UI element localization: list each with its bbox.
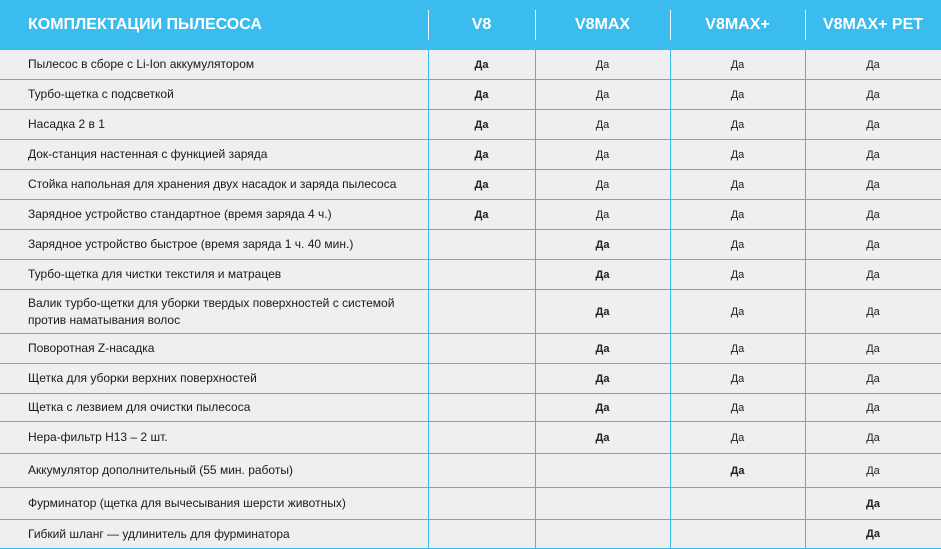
feature-label: Стойка напольная для хранения двух насадок и заряда пылесоса [28, 177, 397, 191]
table-header [0, 0, 941, 50]
value-v8: Да [474, 88, 489, 101]
header-col-v8max-plus-pet: V8MAX+ PET [822, 16, 924, 33]
value-v8max-plus-pet: Да [866, 372, 880, 385]
value-v8max-plus-pet: Да [866, 528, 880, 540]
feature-label: Зарядное устройство стандартное (время заряда 4 ч.) [28, 207, 332, 221]
table-row [0, 394, 941, 422]
feature-label: Нера-фильтр H13 – 2 шт. [28, 430, 168, 444]
value-v8max: Да [595, 208, 610, 221]
header-col-v8max-plus: V8MAX+ [705, 16, 770, 33]
value-v8 [428, 260, 535, 289]
table-row [0, 334, 941, 364]
value-v8max-plus: Да [730, 118, 745, 131]
value-v8 [428, 230, 535, 259]
value-v8max-plus-pet: Да [866, 238, 880, 251]
value-v8max-plus: Да [730, 401, 745, 414]
value-v8max-plus-pet: Да [866, 208, 880, 221]
value-v8max: Да [595, 148, 610, 161]
value-v8 [428, 394, 535, 421]
value-v8 [428, 454, 535, 487]
value-v8max-plus-pet: Да [866, 178, 880, 191]
table-row [0, 80, 941, 110]
header-col-v8: V8 [471, 16, 492, 33]
feature-label: Турбо-щетка для чистки текстиля и матрацев [28, 267, 282, 281]
table-row [0, 364, 941, 394]
table-row [0, 170, 941, 200]
value-v8max: Да [595, 401, 610, 414]
table-row [0, 260, 941, 290]
value-v8max-plus: Да [730, 178, 745, 191]
value-v8max-plus: Да [730, 268, 745, 281]
feature-label: Док-станция настенная с функцией заряда [28, 147, 268, 161]
value-v8max-plus-pet: Да [866, 401, 880, 414]
table-row [0, 140, 941, 170]
value-v8max: Да [595, 178, 610, 191]
value-v8max-plus: Да [730, 238, 745, 251]
value-v8max-plus-pet: Да [866, 148, 880, 161]
header-title: КОМПЛЕКТАЦИИ ПЫЛЕСОСА [28, 16, 262, 33]
table-row [0, 290, 941, 334]
value-v8max-plus: Да [730, 372, 745, 385]
feature-label: Пылесос в сборе с Li-Ion аккумулятором [28, 57, 255, 71]
value-v8max [535, 454, 670, 487]
value-v8: Да [474, 58, 489, 71]
table-row [0, 110, 941, 140]
value-v8max: Да [595, 268, 610, 281]
value-v8max-plus: Да [730, 208, 745, 221]
value-v8max: Да [595, 372, 610, 385]
value-v8max-plus [670, 488, 805, 519]
feature-label: Щетка с лезвием для очистки пылесоса [28, 400, 251, 414]
table-row [0, 520, 941, 549]
value-v8max-plus: Да [730, 342, 745, 355]
table-row [0, 50, 941, 80]
value-v8max: Да [595, 305, 610, 318]
value-v8 [428, 364, 535, 393]
value-v8: Да [474, 118, 489, 131]
value-v8max-plus: Да [730, 148, 745, 161]
table-row [0, 488, 941, 520]
value-v8: Да [474, 148, 489, 161]
value-v8: Да [474, 208, 489, 221]
value-v8max: Да [595, 118, 610, 131]
table-row [0, 422, 941, 454]
value-v8max [535, 488, 670, 519]
value-v8max: Да [595, 431, 610, 444]
feature-label: Гибкий шланг — удлинитель для фурминатора [28, 526, 290, 541]
value-v8max-plus [670, 520, 805, 548]
feature-label: Валик турбо-щетки для уборки твердых поверхностей с системой против наматывания волос [28, 295, 395, 327]
value-v8max [535, 520, 670, 548]
value-v8 [428, 290, 535, 333]
value-v8max-plus: Да [730, 88, 745, 101]
value-v8 [428, 334, 535, 363]
value-v8max-plus-pet: Да [866, 431, 880, 444]
feature-label: Щетка для уборки верхних поверхностей [28, 371, 257, 385]
value-v8max-plus-pet: Да [866, 268, 880, 281]
value-v8 [428, 488, 535, 519]
value-v8max: Да [595, 238, 610, 251]
table-row [0, 454, 941, 488]
feature-label: Зарядное устройство быстрое (время заряда 1 ч. 40 мин.) [28, 237, 354, 251]
value-v8: Да [474, 178, 489, 191]
value-v8max-plus-pet: Да [866, 118, 880, 131]
value-v8max-plus: Да [730, 464, 745, 477]
feature-label: Аккумулятор дополнительный (55 мин. работы) [28, 463, 293, 477]
feature-label: Поворотная Z-насадка [28, 341, 155, 355]
value-v8max: Да [595, 88, 610, 101]
value-v8max-plus-pet: Да [866, 342, 880, 355]
value-v8max-plus-pet: Да [866, 88, 880, 101]
value-v8max-plus: Да [730, 431, 745, 444]
value-v8 [428, 520, 535, 548]
feature-label: Турбо-щетка с подсветкой [28, 87, 174, 101]
value-v8max-plus: Да [730, 58, 745, 71]
value-v8max: Да [595, 58, 610, 71]
value-v8max: Да [595, 342, 610, 355]
feature-label: Фурминатор (щетка для вычесывания шерсти животных) [28, 496, 346, 510]
header-col-v8max: V8MAX [574, 16, 631, 33]
value-v8max-plus-pet: Да [866, 497, 880, 510]
value-v8max-plus-pet: Да [866, 464, 880, 477]
value-v8max-plus: Да [730, 305, 745, 318]
feature-label: Насадка 2 в 1 [28, 117, 105, 131]
value-v8max-plus-pet: Да [866, 58, 880, 71]
table-row [0, 230, 941, 260]
value-v8 [428, 422, 535, 453]
table-row [0, 200, 941, 230]
value-v8max-plus-pet: Да [866, 305, 880, 318]
